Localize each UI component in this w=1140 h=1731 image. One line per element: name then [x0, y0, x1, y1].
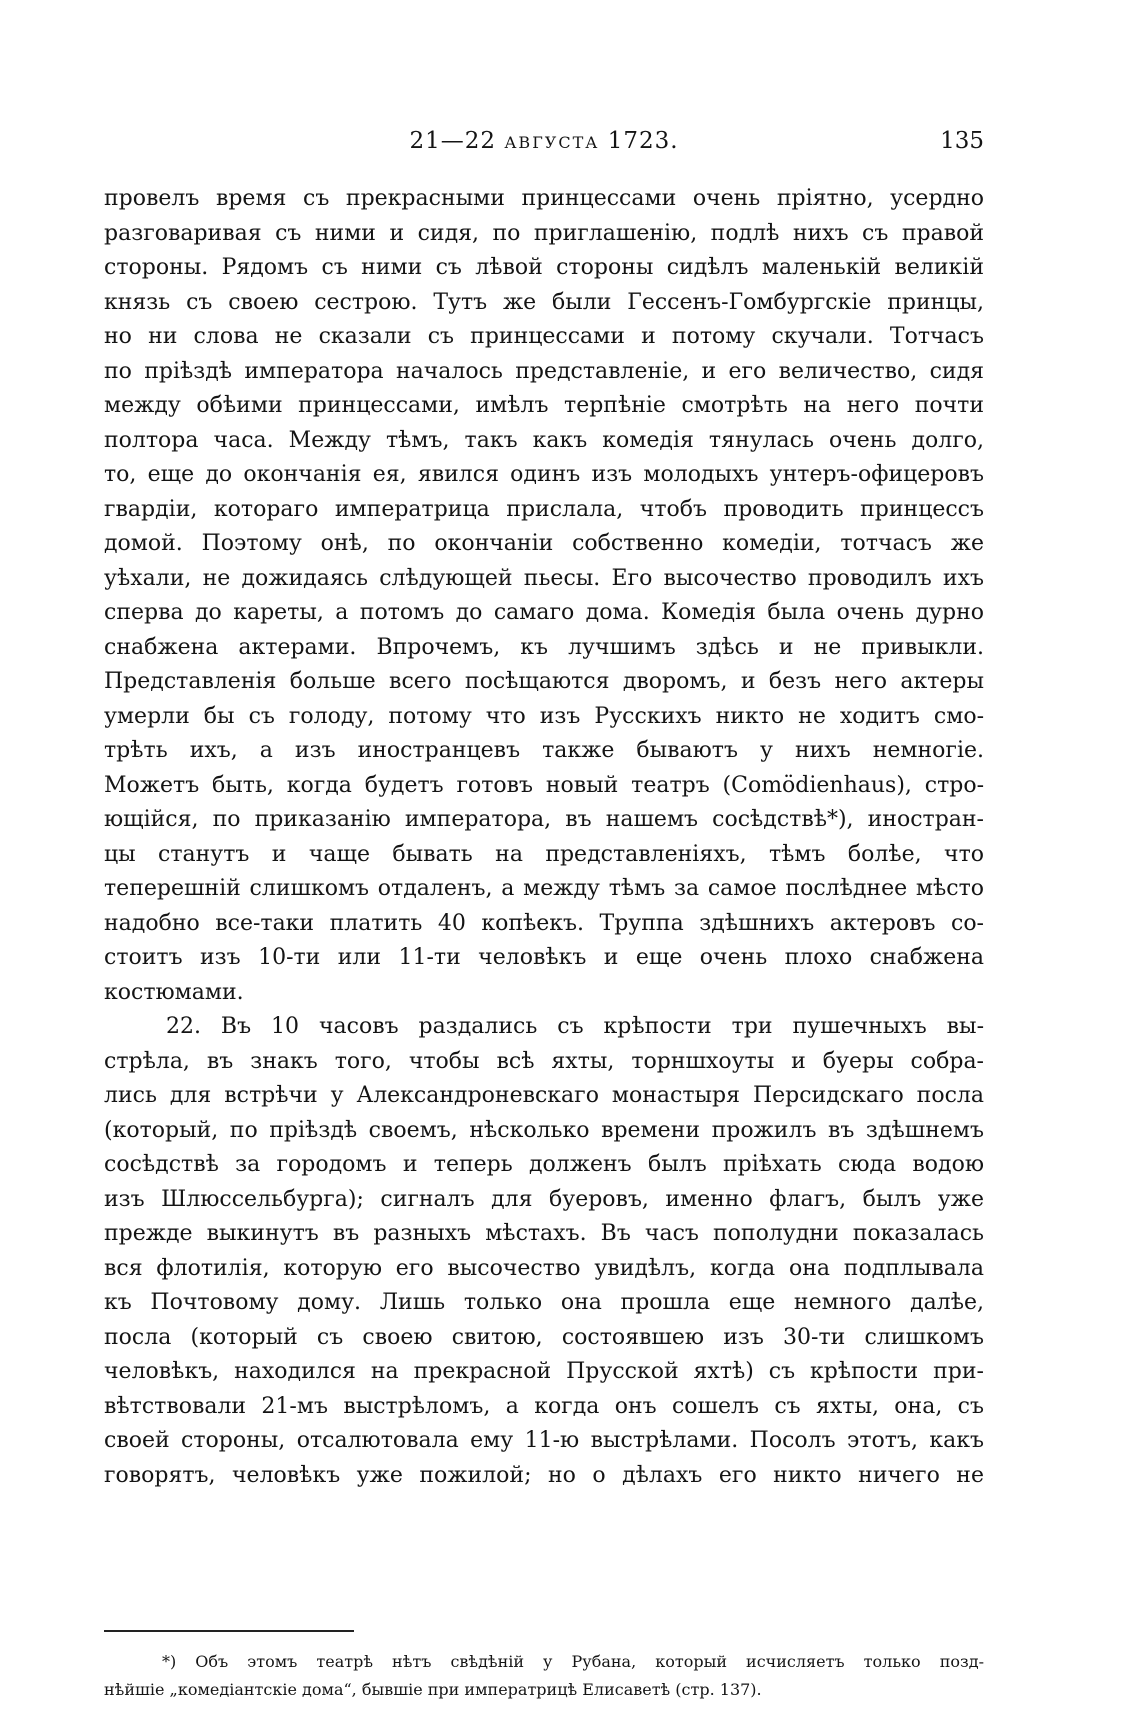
date-range: 21—22 [409, 128, 496, 154]
text-line: 22. Въ 10 часовъ раздались съ крѣпости три пушечныхъ вы- [166, 1014, 984, 1039]
text-line: полтора часа. Между тѣмъ, такъ какъ комедія тянулась очень долго, [104, 427, 984, 453]
text-line: говорятъ, человѣкъ уже пожилой; но о дѣлахъ его никто ничего не [104, 1462, 984, 1488]
text-line: человѣкъ, находился на прекрасной Прусской яхтѣ) съ крѣпости при- [104, 1359, 984, 1384]
text-line: Можетъ быть, когда будетъ готовъ новый театръ (Comödienhaus), стро- [104, 772, 984, 798]
text-line: Представленія больше всего посѣщаются дворомъ, и безъ него актеры [104, 669, 984, 694]
text-line: по пріѣздѣ императора началось представленіе, и его величество, сидя [104, 358, 984, 384]
text-line: стрѣла, въ знакъ того, чтобы всѣ яхты, торншхоуты и буеры собра- [104, 1048, 984, 1074]
page-number: 135 [940, 128, 984, 154]
text-line: (который, по пріѣздѣ своемъ, нѣсколько времени прожилъ въ здѣшнемъ [104, 1117, 984, 1143]
text-line: провелъ время съ прекрасными принцессами очень пріятно, усердно [104, 186, 984, 211]
body-text [104, 182, 984, 1493]
text-line: стоитъ изъ 10-ти или 11-ти человѣкъ и еще очень плохо снабжена [104, 945, 984, 970]
footnote-line: *) Объ этомъ театрѣ нѣтъ свѣдѣній у Рубана, который исчисляетъ только позд- [162, 1652, 984, 1671]
text-line: вся флотилія, которую его высочество увидѣлъ, когда она подплывала [104, 1255, 984, 1281]
footnote [104, 1648, 984, 1704]
text-line: трѣть ихъ, а изъ иностранцевъ также бываютъ у нихъ немногіе. [104, 738, 984, 763]
text-line: посла (который съ своею свитою, состоявшею изъ 30-ти слишкомъ [104, 1324, 984, 1350]
text-line: прежде выкинутъ въ разныхъ мѣстахъ. Въ часъ пополудни показалась [104, 1221, 984, 1246]
text-line: лись для встрѣчи у Александроневскаго монастыря Персидскаго посла [104, 1083, 984, 1108]
text-line: изъ Шлюссельбурга); сигналъ для буеровъ, именно флагъ, былъ уже [104, 1186, 984, 1212]
text-line: то, еще до окончанія ея, явился одинъ изъ молодыхъ унтеръ-офицеровъ [104, 462, 984, 487]
text-line: вѣтствовали 21-мъ выстрѣломъ, а когда онъ сошелъ съ яхты, она, съ [104, 1393, 984, 1419]
text-line: надобно все-таки платить 40 копѣекъ. Труппа здѣшнихъ актеровъ со- [104, 910, 984, 936]
text-line: ющійся, по приказанію императора, въ нашемъ сосѣдствѣ*), иностран- [104, 807, 984, 832]
footnote-divider [104, 1630, 354, 1632]
text-line: умерли бы съ голоду, потому что изъ Русскихъ никто не ходитъ смо- [104, 703, 984, 729]
text-line: теперешній слишкомъ отдаленъ, а между тѣмъ за самое послѣднее мѣсто [104, 876, 984, 901]
text-line: гвардіи, котораго императрица прислала, чтобъ проводить принцессъ [104, 496, 984, 522]
text-line: но ни слова не сказали съ принцессами и потому скучали. Тотчасъ [104, 324, 984, 349]
text-line: сосѣдствѣ за городомъ и теперь долженъ былъ пріѣхать сюда водою [104, 1152, 984, 1177]
text-line: костюмами. [104, 979, 244, 1005]
text-line: между обѣими принцессами, имѣлъ терпѣніе смотрѣть на него почти [104, 393, 984, 418]
running-header [104, 128, 984, 162]
month-label: АВГУСТА [504, 133, 600, 152]
footnote-line: нѣйшіе „комедіантскіе дома“, бывшіе при императрицѣ Елисаветѣ (стр. 137). [104, 1680, 762, 1699]
text-line: сперва до кареты, а потомъ до самаго дома. Комедія была очень дурно [104, 600, 984, 625]
text-line: своей стороны, отсалютовала ему 11-ю выстрѣлами. Посолъ этотъ, какъ [104, 1428, 984, 1453]
text-line: къ Почтовому дому. Лишь только она прошла еще немного далѣе, [104, 1290, 984, 1315]
year-label: 1723. [607, 128, 679, 154]
running-title [104, 128, 984, 154]
text-line: разговаривая съ ними и сидя, по приглашенію, подлѣ нихъ съ правой [104, 220, 984, 246]
text-line: домой. Поэтому онѣ, по окончаніи собственно комедіи, тотчасъ же [104, 531, 984, 556]
text-line: князь съ своею сестрою. Тутъ же были Гессенъ-Гомбургскіе принцы, [104, 289, 984, 315]
text-line: стороны. Рядомъ съ ними съ лѣвой стороны сидѣлъ маленькій великій [104, 255, 984, 280]
text-line: снабжена актерами. Впрочемъ, къ лучшимъ здѣсь и не привыкли. [104, 634, 984, 660]
text-line: цы станутъ и чаще бывать на представленіяхъ, тѣмъ болѣе, что [104, 841, 984, 867]
text-line: уѣхали, не дожидаясь слѣдующей пьесы. Его высочество проводилъ ихъ [104, 565, 984, 591]
